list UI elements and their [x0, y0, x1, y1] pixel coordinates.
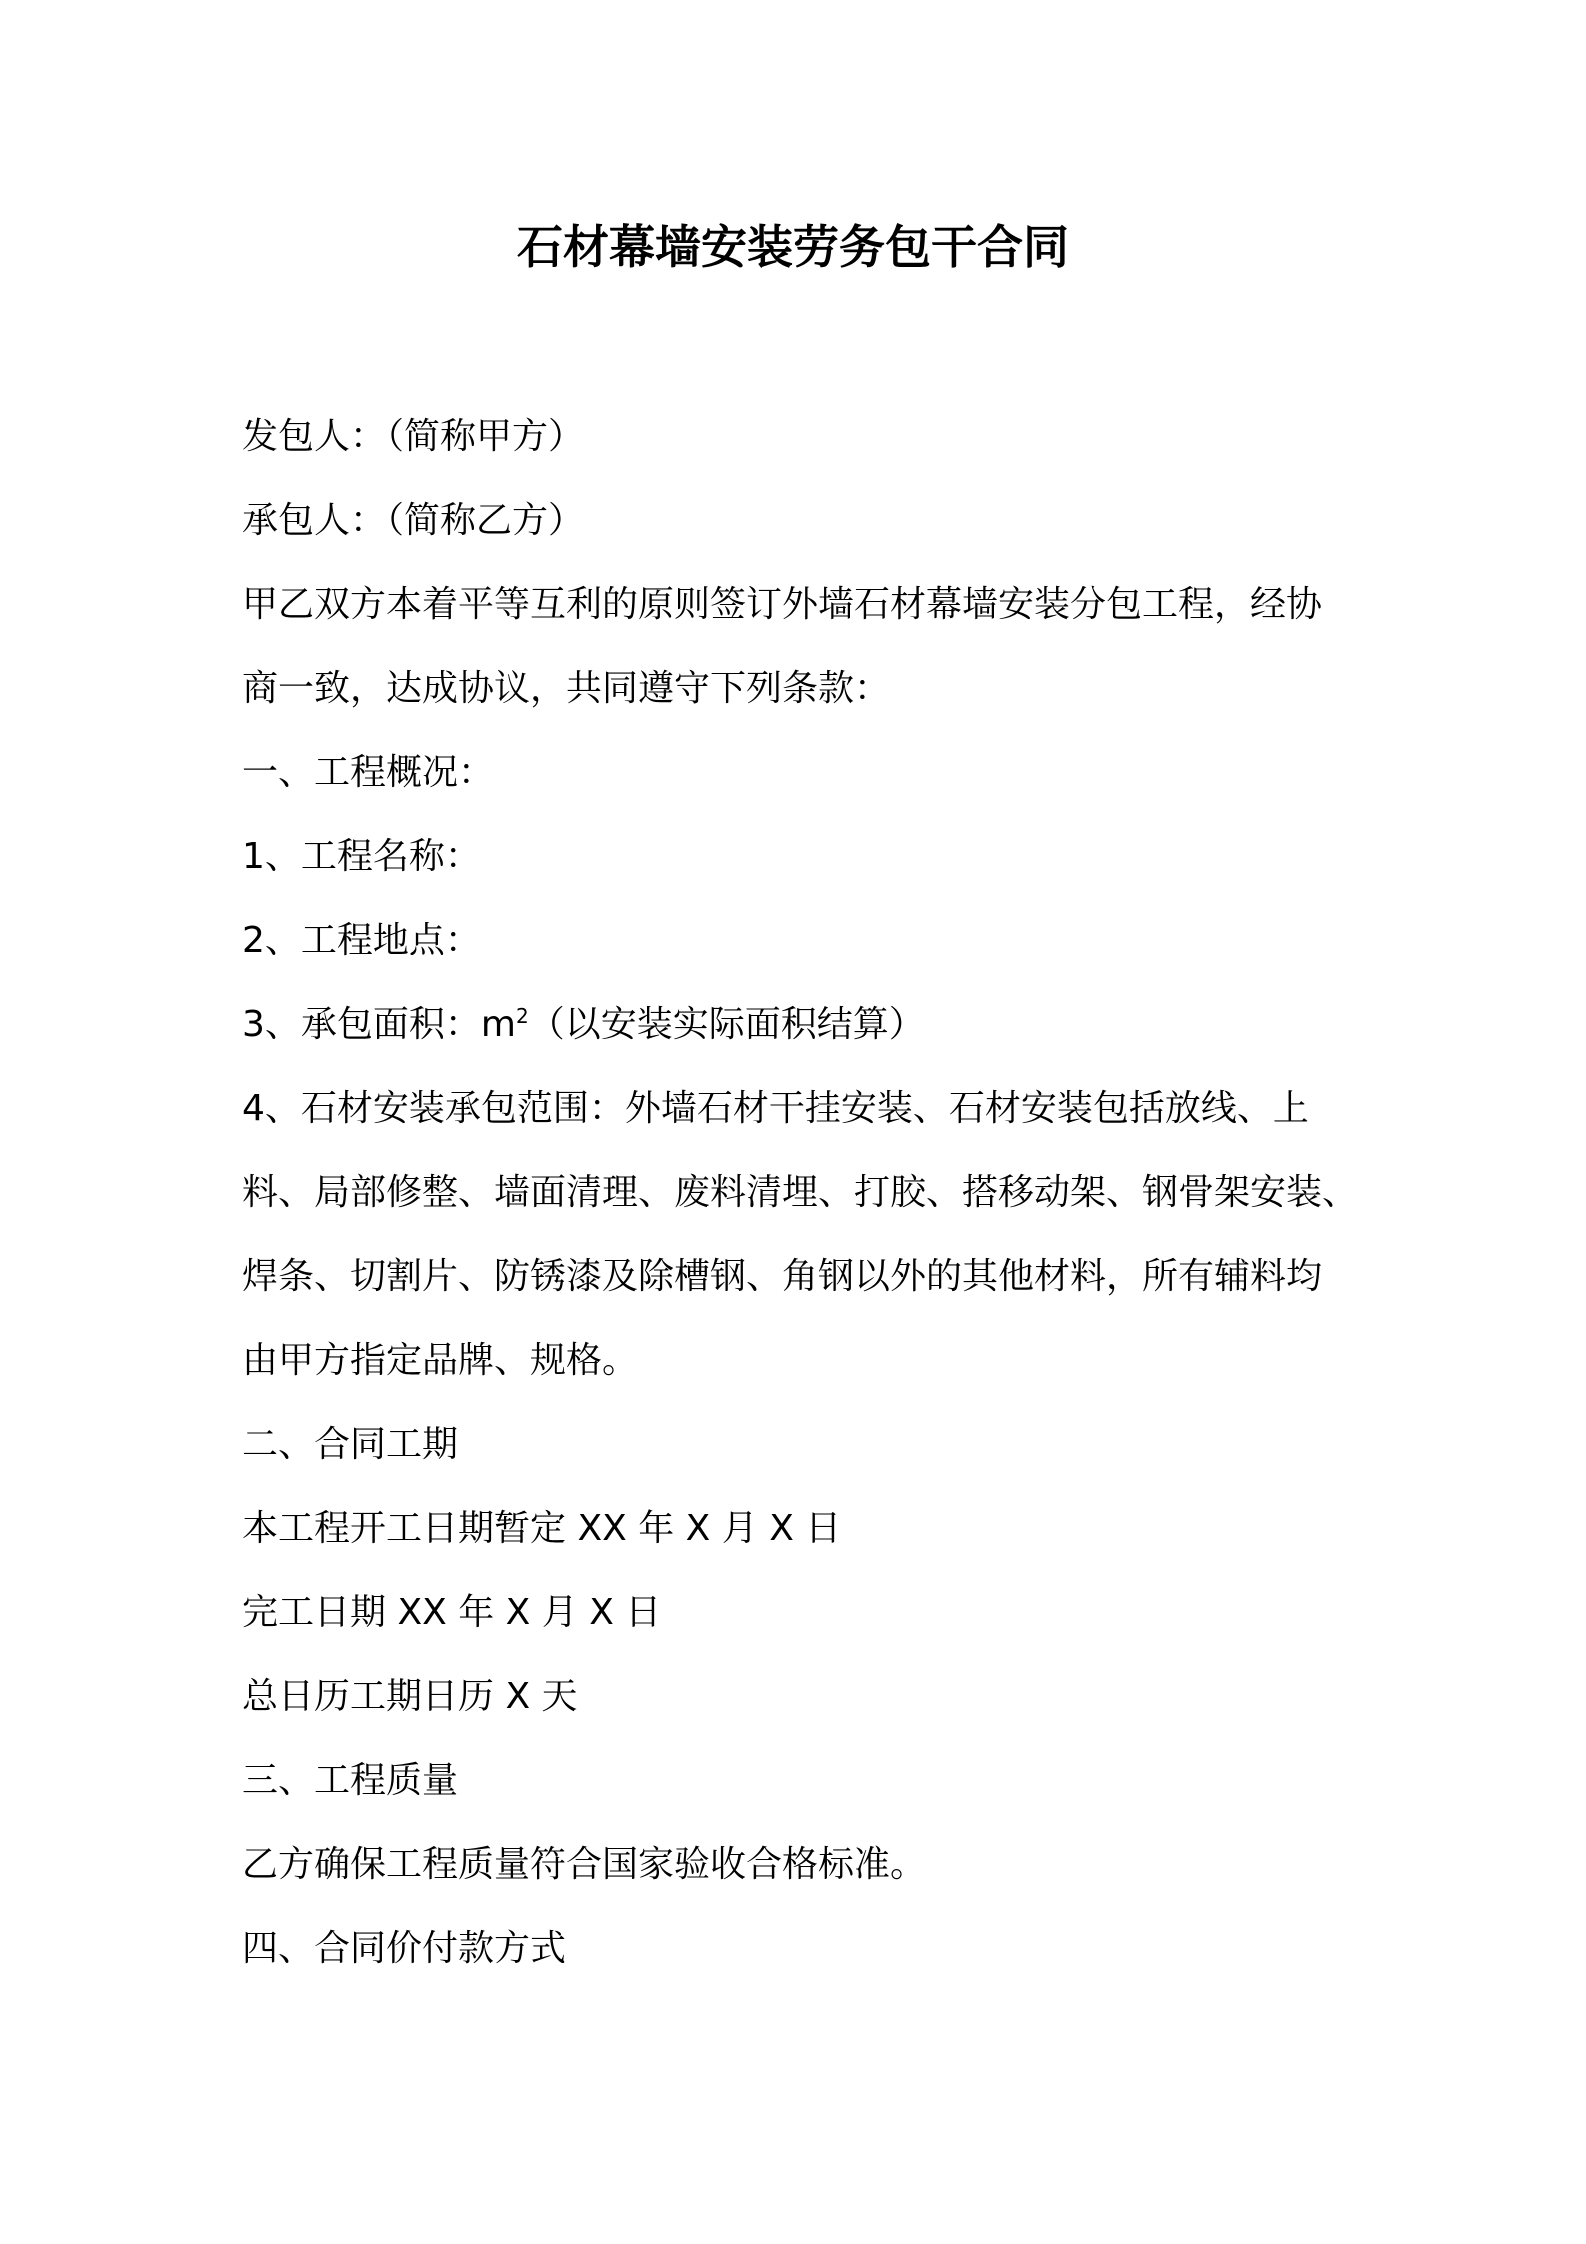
- section-3-heading: 三、工程质量: [242, 1760, 459, 1801]
- section-2-heading: 二、合同工期: [242, 1424, 459, 1465]
- document-title: 石材幕墙安装劳务包干合同: [517, 220, 1069, 274]
- square-superscript: 2: [515, 1004, 529, 1028]
- item-3-prefix: 3、承包面积：m: [242, 1004, 516, 1045]
- start-date-line: 本工程开工日期暂定 XX 年 X 月 X 日: [242, 1508, 842, 1549]
- item-3-contract-area: [242, 1000, 1362, 1050]
- quality-line: 乙方确保工程质量符合国家验收合格标准。: [242, 1844, 927, 1885]
- total-days-line: 总日历工期日历 X 天: [242, 1676, 578, 1717]
- item-4-line-4: 由甲方指定品牌、规格。: [242, 1340, 639, 1381]
- end-date-line: 完工日期 XX 年 X 月 X 日: [242, 1592, 662, 1633]
- party-b-line: 承包人：（简称乙方）: [242, 500, 585, 541]
- intro-line-1: 甲乙双方本着平等互利的原则签订外墙石材幕墙安装分包工程，经协: [242, 584, 1323, 625]
- item-4-line-3: 焊条、切割片、防锈漆及除槽钢、角钢以外的其他材料，所有辅料均: [242, 1256, 1323, 1297]
- item-2-project-location: 2、工程地点：: [242, 920, 481, 961]
- section-4-heading: 四、合同价付款方式: [242, 1928, 567, 1969]
- item-4-line-1: 4、石材安装承包范围：外墙石材干挂安装、石材安装包括放线、上: [242, 1088, 1309, 1129]
- intro-line-2: 商一致，达成协议，共同遵守下列条款：: [242, 668, 891, 709]
- party-a-line: 发包人：（简称甲方）: [242, 416, 585, 457]
- item-3-suffix: （以安装实际面积结算）: [528, 1004, 925, 1045]
- item-4-line-2: 料、局部修整、墙面清理、废料清埋、打胶、搭移动架、钢骨架安装、: [242, 1172, 1359, 1213]
- section-1-heading: 一、工程概况：: [242, 752, 495, 793]
- item-1-project-name: 1、工程名称：: [242, 836, 481, 877]
